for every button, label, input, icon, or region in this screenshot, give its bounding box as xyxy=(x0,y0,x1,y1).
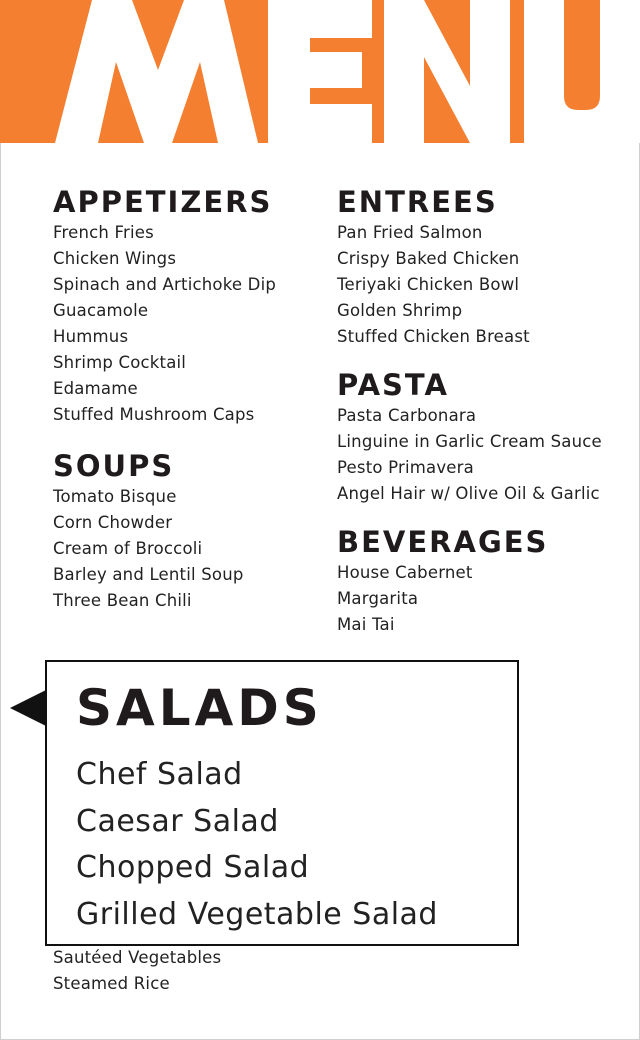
list-item: Pesto Primavera xyxy=(337,458,474,477)
list-item: Pan Fried Salmon xyxy=(337,223,483,242)
list-item: Grilled Vegetable Salad xyxy=(76,896,438,932)
list-item: Stuffed Mushroom Caps xyxy=(53,405,255,424)
list-item: Linguine in Garlic Cream Sauce xyxy=(337,432,602,451)
list-item: Sautéed Vegetables xyxy=(53,948,222,967)
list-item: Hummus xyxy=(53,327,129,346)
beverages-list xyxy=(337,560,627,638)
entrees-heading: ENTREES xyxy=(337,185,498,219)
list-item: Corn Chowder xyxy=(53,513,173,532)
soups-list xyxy=(53,484,323,614)
list-item: Chopped Salad xyxy=(76,850,310,885)
list-item: Edamame xyxy=(53,379,138,398)
list-item: Stuffed Chicken Breast xyxy=(337,327,530,346)
appetizers-list xyxy=(53,220,323,428)
left-column xyxy=(53,186,323,636)
soups-heading: SOUPS xyxy=(53,449,175,483)
sides-list xyxy=(53,945,221,997)
list-item: Cream of Broccoli xyxy=(53,539,203,558)
list-item: Crispy Baked Chicken xyxy=(337,249,520,268)
pasta-list xyxy=(337,403,627,507)
right-column xyxy=(337,186,627,657)
list-item: Spinach and Artichoke Dip xyxy=(53,275,277,294)
list-item: Golden Shrimp xyxy=(337,301,463,320)
salads-callout xyxy=(45,660,519,946)
list-item: Shrimp Cocktail xyxy=(53,353,187,372)
list-item: French Fries xyxy=(53,223,154,242)
section-entrees xyxy=(337,186,627,350)
list-item: Chicken Wings xyxy=(53,249,177,268)
list-item: Chef Salad xyxy=(76,757,243,792)
list-item: Teriyaki Chicken Bowl xyxy=(337,275,520,294)
list-item: Three Bean Chili xyxy=(53,591,192,610)
page-border-left xyxy=(0,143,1,1040)
list-item: House Cabernet xyxy=(337,563,473,582)
list-item: Tomato Bisque xyxy=(53,487,177,506)
triangle-left-icon xyxy=(10,689,48,727)
list-item: Guacamole xyxy=(53,301,149,320)
list-item: Steamed Rice xyxy=(53,974,170,993)
list-item: Barley and Lentil Soup xyxy=(53,565,244,584)
list-item: Margarita xyxy=(337,589,419,608)
section-pasta xyxy=(337,369,627,507)
entrees-list xyxy=(337,220,627,350)
section-beverages xyxy=(337,526,627,638)
list-item: Mai Tai xyxy=(337,615,395,634)
menu-title-logo xyxy=(0,0,640,143)
list-item: Pasta Carbonara xyxy=(337,406,477,425)
menu-banner xyxy=(0,0,640,143)
pasta-heading: PASTA xyxy=(337,368,449,402)
salads-heading: SALADS xyxy=(76,679,323,737)
salads-list xyxy=(76,752,438,938)
section-soups xyxy=(53,450,323,614)
appetizers-heading: APPETIZERS xyxy=(53,185,273,219)
list-item: Caesar Salad xyxy=(76,803,279,839)
beverages-heading: BEVERAGES xyxy=(337,525,549,559)
list-item: Angel Hair w/ Olive Oil & Garlic xyxy=(337,484,600,503)
section-appetizers xyxy=(53,186,323,428)
